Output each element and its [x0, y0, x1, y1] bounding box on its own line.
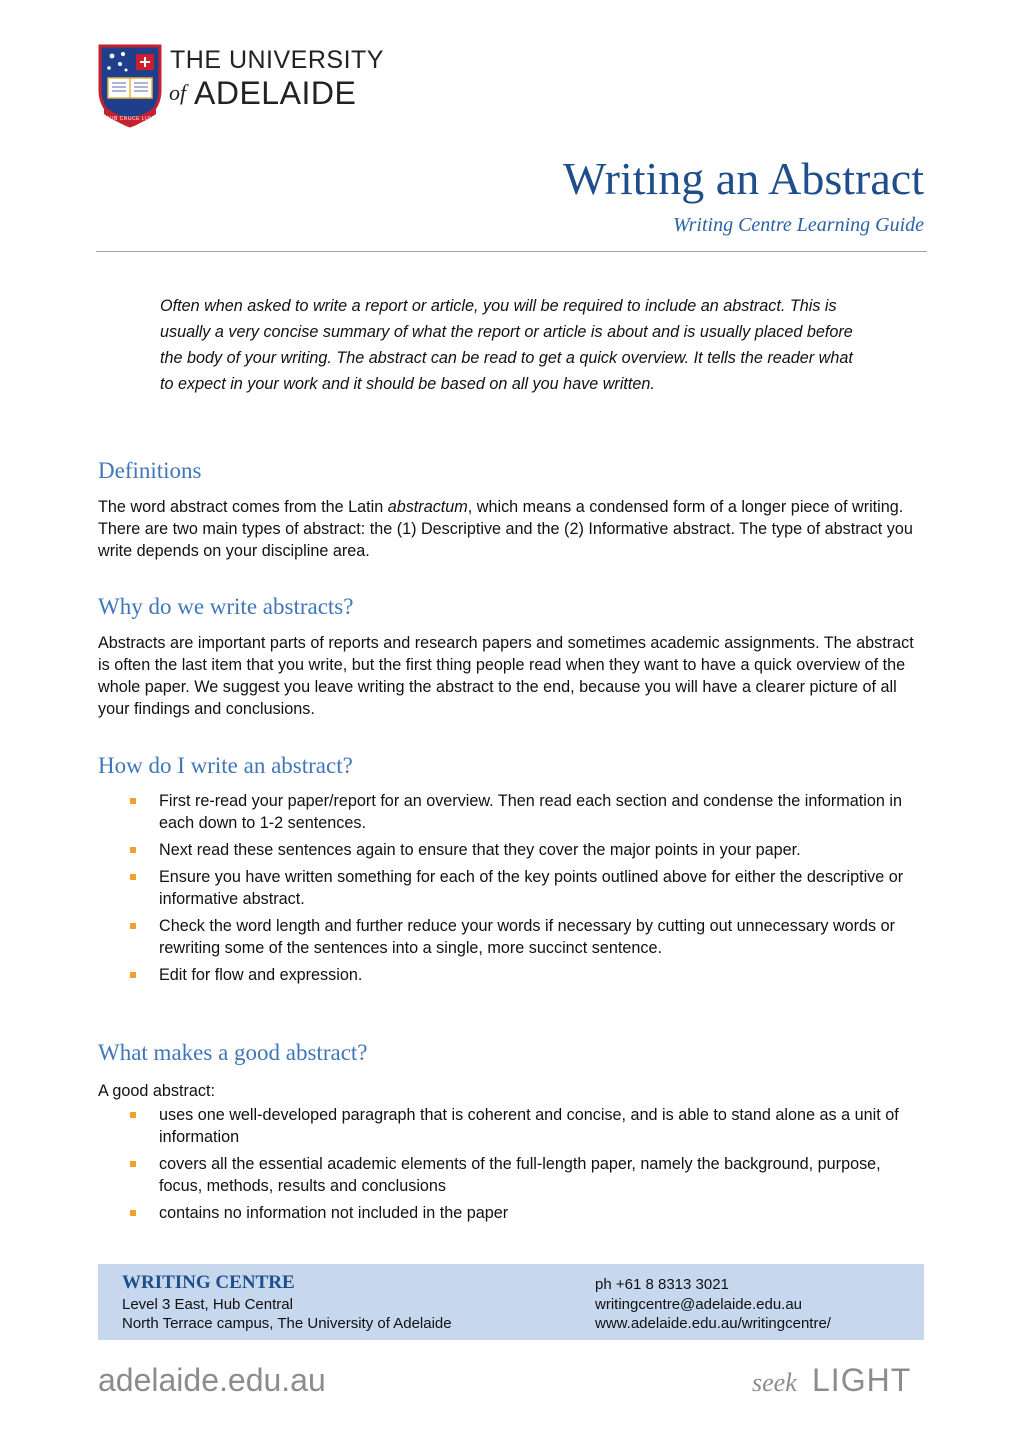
bullet-square-icon [130, 847, 136, 853]
bullet-square-icon [130, 1210, 136, 1216]
bullet-square-icon [130, 1112, 136, 1118]
definitions-paragraph [98, 496, 918, 562]
how-list [98, 790, 928, 991]
tagline-light: LIGHT [812, 1362, 912, 1398]
logo-of: of [169, 80, 187, 105]
list-item [98, 915, 928, 959]
logo-line-adelaide: ADELAIDE [194, 75, 357, 111]
contact-address-line1: Level 3 East, Hub Central [122, 1296, 293, 1313]
bullet-square-icon [130, 923, 136, 929]
list-item-text: Next read these sentences again to ensure that they cover the major points in your paper. [159, 841, 801, 859]
definitions-text-after: , which means a condensed form of a longer piece of writing. There are two main types of abstract: the (1) Descriptive and the (2) Informative abstract. The type of abstract you write depends on your discipline area. [98, 498, 913, 560]
bullet-square-icon [130, 874, 136, 880]
intro-paragraph: Often when asked to write a report or article, you will be required to include an abstract. This is usually a very concise summary of what the report or article is about and is usually placed before the body of your writing. The abstract can be read to get a quick overview. It tells the reader what to expect in your work and it should be based on all you have written. [160, 297, 853, 393]
heading-how: How do I write an abstract? [98, 753, 353, 778]
list-item-text: contains no information not included in the paper [159, 1204, 509, 1222]
page-title: Writing an Abstract [563, 153, 924, 204]
definitions-emphasis: abstractum [387, 498, 468, 516]
heading-definitions: Definitions [98, 458, 202, 483]
heading-good-abstract: What makes a good abstract? [98, 1040, 368, 1065]
list-item-text: First re-read your paper/report for an overview. Then read each section and condense the information in each down to 1-2 sentences. [159, 792, 902, 832]
why-paragraph: Abstracts are important parts of reports and research papers and sometimes academic assignments. The abstract is often the last item that you write, but the first thing people read when they want to have a quick overview of the whole paper. We suggest you leave writing the abstract to the end, because you will have a clearer picture of all your findings and conclusions. [98, 634, 914, 718]
good-list [98, 1104, 928, 1229]
contact-centre-name: WRITING CENTRE [122, 1272, 295, 1293]
title-divider [96, 251, 927, 252]
list-item [98, 964, 928, 986]
logo-motto: SUB CRUCE LUMEN [106, 116, 162, 122]
site-url[interactable]: adelaide.edu.au [98, 1362, 326, 1398]
bullet-square-icon [130, 798, 136, 804]
list-item [98, 1104, 928, 1148]
bullet-square-icon [130, 1161, 136, 1167]
list-item-text: uses one well-developed paragraph that is coherent and concise, and is able to stand alone as a unit of information [159, 1106, 899, 1146]
list-item-text: Check the word length and further reduce your words if necessary by cutting out unnecessary words or rewriting some of the sentences into a single, more succinct sentence. [159, 917, 896, 957]
university-logo [96, 44, 384, 134]
tagline-seek: seek [752, 1368, 797, 1397]
contact-phone: ph +61 8 8313 3021 [595, 1276, 729, 1293]
list-item-text: covers all the essential academic elements of the full-length paper, namely the background, purpose, focus, methods, results and conclusions [159, 1155, 881, 1195]
heading-why: Why do we write abstracts? [98, 594, 354, 619]
contact-address-line2: North Terrace campus, The University of Adelaide [122, 1315, 452, 1332]
contact-email-link[interactable]: writingcentre@adelaide.edu.au [595, 1296, 803, 1313]
contact-web-link[interactable]: www.adelaide.edu.au/writingcentre/ [595, 1315, 831, 1332]
definitions-text-before: The word abstract comes from the Latin [98, 498, 388, 516]
list-item [98, 839, 928, 861]
list-item [98, 1202, 928, 1224]
logo-line-university: THE UNIVERSITY [170, 46, 384, 74]
good-lead: A good abstract: [98, 1082, 215, 1100]
list-item-text: Edit for flow and expression. [159, 966, 363, 984]
bullet-square-icon [130, 972, 136, 978]
list-item [98, 866, 928, 910]
list-item-text: Ensure you have written something for each of the key points outlined above for either the descriptive or informative abstract. [159, 868, 904, 908]
contact-box [98, 1264, 924, 1340]
list-item [98, 790, 928, 834]
list-item [98, 1153, 928, 1197]
page-subtitle: Writing Centre Learning Guide [673, 214, 924, 236]
